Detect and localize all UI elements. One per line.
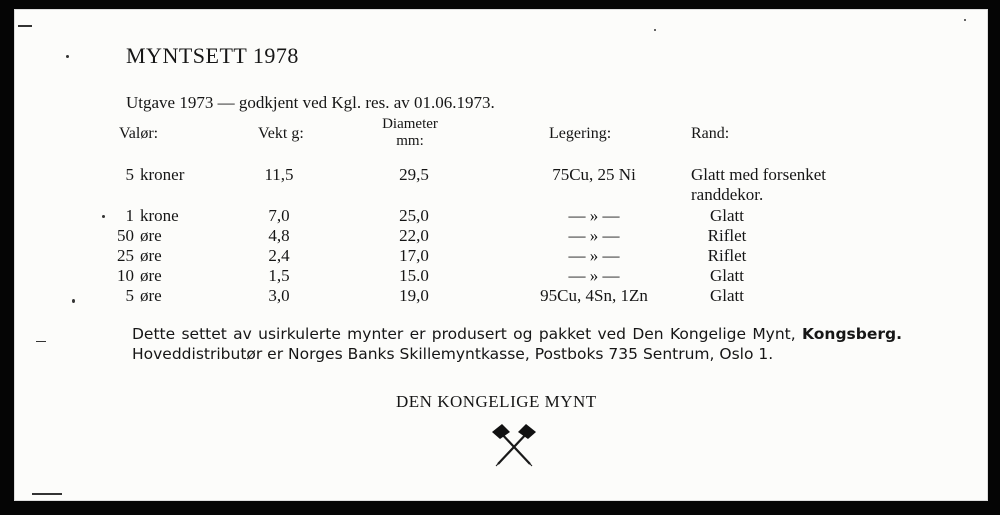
valor-unit: øre bbox=[140, 226, 162, 245]
description-text-1: Dette settet av usirkulerte mynter er produsert og pakket ved Den Kongelige Mynt, bbox=[132, 325, 796, 343]
col-header-valor: Valør: bbox=[119, 125, 159, 142]
mint-name: DEN KONGELIGE MYNT bbox=[396, 392, 597, 411]
valor-number: 25 bbox=[117, 246, 134, 265]
valor-unit: kroner bbox=[140, 165, 185, 184]
diameter-value: 19,0 bbox=[399, 286, 429, 305]
vekt-value: 7,0 bbox=[268, 206, 290, 225]
valor-unit: øre bbox=[140, 286, 162, 305]
diameter-value: 22,0 bbox=[399, 226, 429, 245]
col-header-diameter-line1: Diameter bbox=[382, 116, 438, 132]
vekt-value: 2,4 bbox=[268, 246, 290, 265]
col-header-legering: Legering: bbox=[549, 125, 612, 142]
col-header-rand: Rand: bbox=[691, 125, 730, 142]
valor-number: 10 bbox=[117, 266, 134, 285]
rand-value: Glatt med forsenket bbox=[691, 165, 827, 184]
page-title: MYNTSETT 1978 bbox=[126, 43, 299, 68]
diameter-value: 15.0 bbox=[399, 266, 429, 285]
legering-value: — » — bbox=[568, 266, 620, 285]
vekt-value: 4,8 bbox=[268, 226, 290, 245]
legering-value: — » — bbox=[568, 226, 620, 245]
coin-set-card bbox=[14, 9, 988, 501]
legering-value: 75Cu, 25 Ni bbox=[552, 165, 636, 184]
scan-speck bbox=[72, 299, 75, 303]
legering-value: — » — bbox=[568, 206, 620, 225]
legering-value: — » — bbox=[568, 246, 620, 265]
scan-speck bbox=[102, 215, 105, 218]
scan-speck bbox=[36, 341, 46, 342]
rand-value: Glatt bbox=[710, 286, 744, 305]
rand-value: Riflet bbox=[707, 246, 747, 265]
rand-value-cont: randdekor. bbox=[691, 185, 764, 204]
valor-unit: øre bbox=[140, 266, 162, 285]
rand-value: Glatt bbox=[710, 266, 744, 285]
scan-speck bbox=[964, 19, 966, 21]
scan-speck bbox=[654, 29, 656, 31]
valor-number: 5 bbox=[125, 286, 134, 305]
col-header-diameter bbox=[360, 116, 460, 150]
vekt-value: 3,0 bbox=[268, 286, 290, 305]
col-header-diameter-line2: mm: bbox=[396, 133, 424, 149]
valor-number: 5 bbox=[125, 165, 134, 184]
legering-value: 95Cu, 4Sn, 1Zn bbox=[540, 286, 648, 305]
scan-speck bbox=[66, 55, 69, 58]
vekt-value: 1,5 bbox=[268, 266, 290, 285]
crossed-hammers-icon bbox=[490, 422, 538, 470]
diameter-value: 17,0 bbox=[399, 246, 429, 265]
valor-number: 50 bbox=[117, 226, 134, 245]
rand-value: Glatt bbox=[710, 206, 744, 225]
valor-number: 1 bbox=[125, 206, 134, 225]
valor-unit: krone bbox=[140, 206, 179, 225]
vekt-value: 11,5 bbox=[264, 165, 294, 184]
diameter-value: 25,0 bbox=[399, 206, 429, 225]
col-header-vekt: Vekt g: bbox=[258, 125, 304, 142]
scan-speck bbox=[32, 493, 62, 495]
scan-speck bbox=[18, 25, 32, 27]
description-text-2: Hoveddistributør er Norges Banks Skillemyntkasse, Postboks 735 Sentrum, Oslo 1. bbox=[132, 345, 774, 363]
issue-line: Utgave 1973 — godkjent ved Kgl. res. av 01.06.1973. bbox=[126, 93, 495, 112]
valor-unit: øre bbox=[140, 246, 162, 265]
description-paragraph bbox=[132, 324, 902, 364]
diameter-value: 29,5 bbox=[399, 165, 429, 184]
rand-value: Riflet bbox=[707, 226, 747, 245]
description-text-bold: Kongsberg. bbox=[802, 325, 902, 343]
